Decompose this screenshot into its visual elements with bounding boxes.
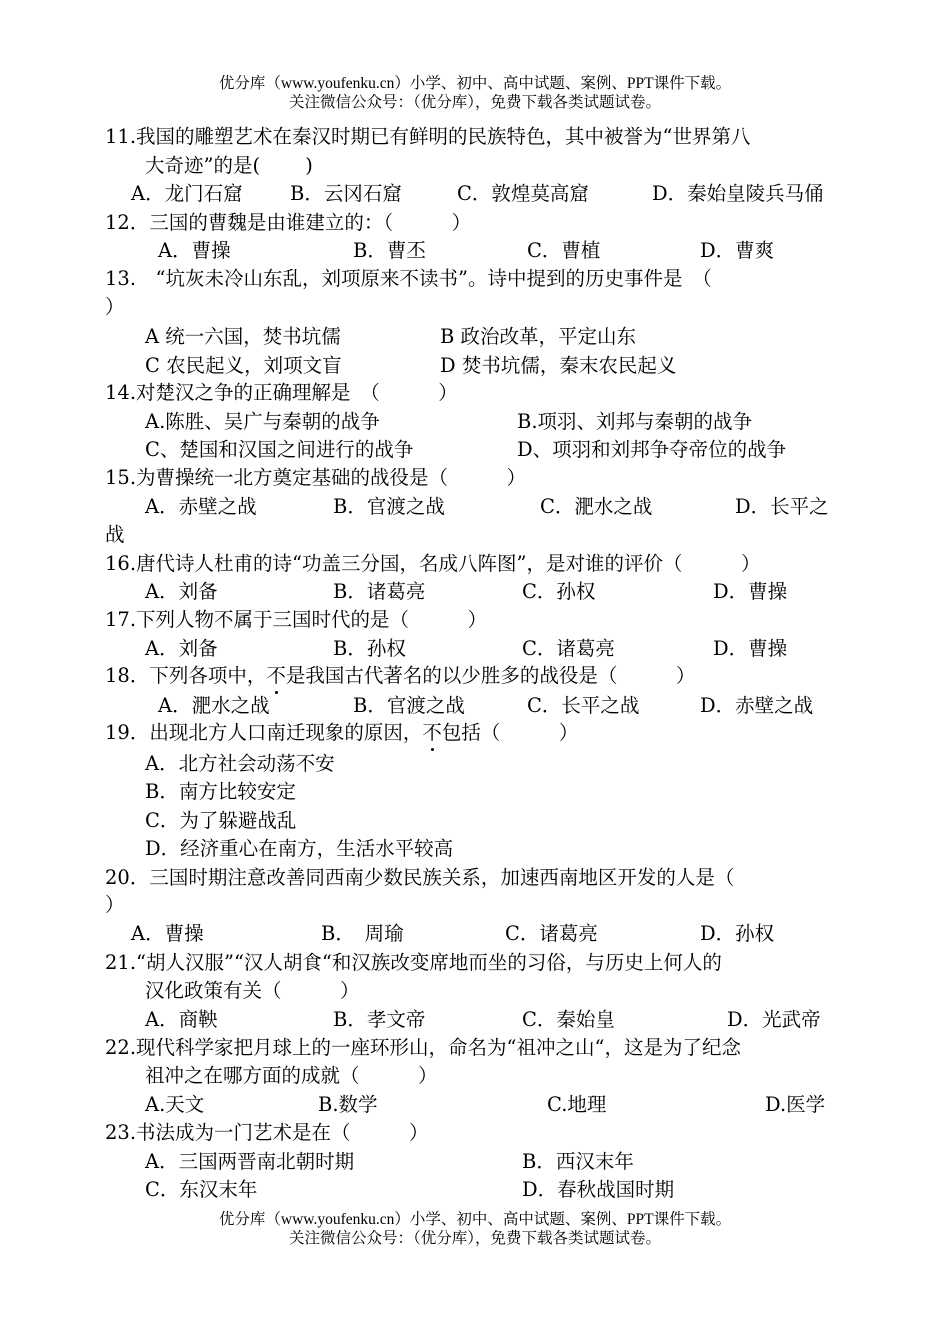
option-a: A．曹操 [158,239,231,262]
option-a: A．刘备 [145,637,218,660]
option-d: D、项羽和刘邦争夺帝位的战争 [517,438,787,461]
question-stem: 13. “坑灰未冷山东乱，刘项原来不读书”。诗中提到的历史事件是 （ [105,267,712,290]
option-d: D．秦始皇陵兵马俑 [652,182,824,205]
header-line-1: 优分库（www.youfenku.cn）小学、初中、高中试题、案例、PPT课件下载。 [218,75,732,92]
option-a: A.陈胜、吴广与秦朝的战争 [145,410,380,433]
option-d: D．曹操 [713,580,788,603]
option-a: A．三国两晋南北朝时期 [145,1150,355,1173]
question-stem: 14.对楚汉之争的正确理解是 （ ） [105,381,458,404]
question-stem: 23.书法成为一门艺术是在（ ） [105,1121,429,1144]
footer-line-1: 优分库（www.youfenku.cn）小学、初中、高中试题、案例、PPT课件下载。 [218,1211,732,1228]
option-c: C．敦煌莫高窟 [457,182,589,205]
option-b: B． 周瑜 [321,922,404,945]
option-a: A．赤壁之战 [145,495,257,518]
emphasis-mark: 不 [422,721,442,744]
stem-text: 19．出现北方人口南迁现象的原因， [105,721,423,744]
question-stem [105,720,578,746]
emphasis-mark: 不 [266,664,286,687]
question-stem: 15.为曹操统一北方奠定基础的战役是（ ） [105,466,527,489]
option-d-wrap: 战 [105,523,125,546]
option-d: D．光武帝 [727,1008,821,1031]
option-d: D．春秋战国时期 [522,1178,675,1201]
question-stem: 22.现代科学家把月球上的一座环形山，命名为“祖冲之山“，这是为了纪念 [105,1036,741,1059]
header-line-2: 关注微信公众号：（优分库），免费下载各类试题试卷。 [288,94,661,111]
option-c: C．孙权 [522,580,596,603]
option-a: A．曹操 [131,922,204,945]
option-a: A．商鞅 [145,1008,218,1031]
option-b: B．孝文帝 [333,1008,426,1031]
stem-text: 是我国古代著名的以少胜多的战役是（ ） [285,664,696,687]
option-b: B．官渡之战 [333,495,445,518]
option-d: D．赤壁之战 [700,694,814,717]
stem-text: 包括（ ） [441,721,579,744]
option-a: A.天文 [145,1093,205,1116]
option-c: C.地理 [547,1093,607,1116]
question-stem-cont: 汉化政策有关（ ） [145,979,360,1002]
question-stem: 11.我国的雕塑艺术在秦汉时期已有鲜明的民族特色，其中被誉为“世界第八 [105,125,751,148]
stem-text: 18．下列各项中， [105,664,267,687]
option-a: A．淝水之战 [158,694,270,717]
option-a: A．刘备 [145,580,218,603]
option-c: C．为了躲避战乱 [145,809,297,832]
option-c: C．诸葛亮 [505,922,598,945]
option-b: B 政治改革，平定山东 [440,325,637,348]
option-c: C．淝水之战 [540,495,653,518]
question-stem: 17.下列人物不属于三国时代的是（ ） [105,608,488,631]
option-d: D．经济重心在南方，生活水平较高 [145,837,454,860]
option-a: A 统一六国，焚书坑儒 [145,325,341,348]
option-d: D．曹爽 [700,239,775,262]
option-b: B.项羽、刘邦与秦朝的战争 [517,410,753,433]
option-d: D 焚书坑儒，秦末农民起义 [440,354,677,377]
option-c: C．曹植 [527,239,601,262]
option-d: D.医学 [765,1093,826,1116]
option-d: D．长平之 [735,495,829,518]
option-c: C．秦始皇 [522,1008,615,1031]
option-c: C．长平之战 [527,694,640,717]
option-b: B．曹丕 [353,239,426,262]
option-b: B．诸葛亮 [333,580,426,603]
question-stem: 16.唐代诗人杜甫的诗“功盖三分国，名成八阵图”，是对谁的评价（ ） [105,552,761,575]
question-stem: 21.“胡人汉服”“汉人胡食“和汉族改变席地而坐的习俗，与历史上何人的 [105,951,722,974]
question-stem-cont: ） [105,295,125,318]
option-b: B．南方比较安定 [145,780,296,803]
option-a: A．龙门石窟 [131,182,243,205]
option-a: A．北方社会动荡不安 [145,752,335,775]
footer-line-2: 关注微信公众号：（优分库），免费下载各类试题试卷。 [288,1230,661,1247]
question-stem-cont: 祖冲之在哪方面的成就（ ） [145,1064,438,1087]
option-b: B．云冈石窟 [290,182,402,205]
option-c: C．诸葛亮 [522,637,615,660]
option-b: B．官渡之战 [353,694,465,717]
question-stem-cont: ） [105,893,125,916]
option-c: C 农民起义，刘项文盲 [145,354,342,377]
option-b: B．孙权 [333,637,406,660]
question-stem: 12．三国的曹魏是由谁建立的：（ ） [105,211,472,234]
option-b: B.数学 [318,1093,378,1116]
option-c: C、楚国和汉国之间进行的战争 [145,438,414,461]
question-stem: 20．三国时期注意改善同西南少数民族关系，加速西南地区开发的人是（ [105,866,735,889]
question-stem-cont: 大奇迹”的是( ) [145,154,313,177]
option-d: D．孙权 [700,922,775,945]
question-stem [105,663,695,689]
option-d: D．曹操 [713,637,788,660]
option-b: B．西汉末年 [522,1150,634,1173]
option-c: C．东汉末年 [145,1178,258,1201]
